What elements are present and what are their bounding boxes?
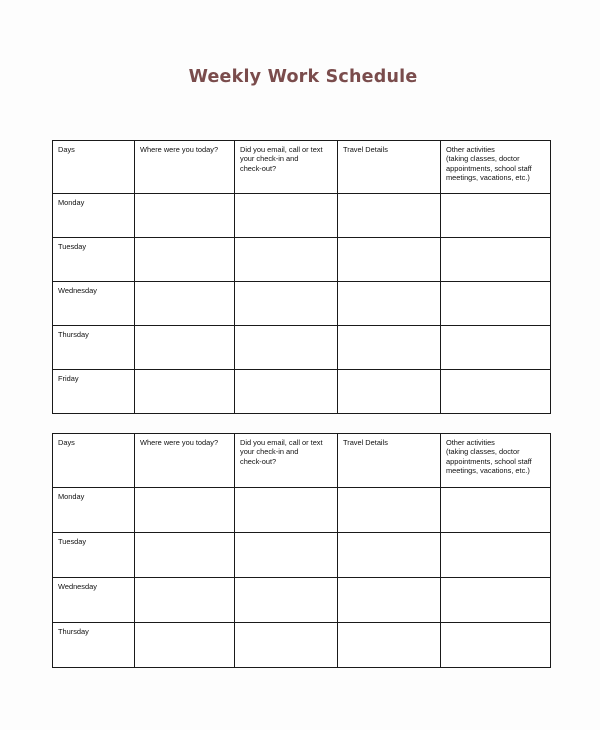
column-header-contact-line3: check-out?	[240, 163, 277, 173]
day-label-cell	[53, 194, 135, 238]
column-header-days-label: Days	[58, 145, 75, 154]
day-label-cell	[53, 370, 135, 414]
contact-entry-cell[interactable]	[235, 194, 338, 238]
table-header-row	[53, 141, 551, 194]
column-header-contact	[235, 434, 338, 488]
where-entry-cell[interactable]	[135, 238, 235, 282]
travel-entry-cell[interactable]	[338, 533, 441, 578]
travel-entry-cell[interactable]	[338, 623, 441, 668]
day-label-cell	[53, 533, 135, 578]
other-entry-cell[interactable]	[441, 194, 551, 238]
table-row	[53, 194, 551, 238]
column-header-other-line2: (taking classes, doctor	[446, 154, 520, 164]
table-row	[53, 370, 551, 414]
column-header-other-line3: appointments, school staff	[446, 456, 532, 466]
day-label: Monday	[58, 198, 85, 207]
column-header-other-line3: appointments, school staff	[446, 163, 532, 173]
column-header-contact	[235, 141, 338, 194]
where-entry-cell[interactable]	[135, 578, 235, 623]
day-label: Thursday	[58, 627, 89, 636]
day-label: Wednesday	[58, 286, 97, 295]
day-label-cell	[53, 623, 135, 668]
contact-entry-cell[interactable]	[235, 326, 338, 370]
day-label: Friday	[58, 374, 79, 383]
other-entry-cell[interactable]	[441, 533, 551, 578]
weekly-schedule-table-2	[52, 433, 551, 668]
table-row	[53, 488, 551, 533]
day-label-cell	[53, 326, 135, 370]
table-row	[53, 282, 551, 326]
day-label-cell	[53, 578, 135, 623]
table-header-row	[53, 434, 551, 488]
column-header-travel-label: Travel Details	[343, 145, 388, 154]
column-header-travel-label: Travel Details	[343, 438, 388, 447]
travel-entry-cell[interactable]	[338, 578, 441, 623]
other-entry-cell[interactable]	[441, 282, 551, 326]
weekly-schedule-table-1	[52, 140, 551, 414]
travel-entry-cell[interactable]	[338, 326, 441, 370]
contact-entry-cell[interactable]	[235, 238, 338, 282]
column-header-other-line1: Other activities	[446, 438, 495, 447]
page-title-container	[0, 66, 600, 88]
column-header-contact-line1: Did you email, call or text	[240, 145, 323, 154]
other-entry-cell[interactable]	[441, 238, 551, 282]
other-entry-cell[interactable]	[441, 488, 551, 533]
contact-entry-cell[interactable]	[235, 282, 338, 326]
column-header-other-line4: meetings, vacations, etc.)	[446, 466, 530, 476]
where-entry-cell[interactable]	[135, 326, 235, 370]
day-label: Thursday	[58, 330, 89, 339]
column-header-contact-line2: your check-in and	[240, 154, 299, 164]
table-row	[53, 578, 551, 623]
table-row	[53, 623, 551, 668]
column-header-days-label: Days	[58, 438, 75, 447]
where-entry-cell[interactable]	[135, 533, 235, 578]
column-header-days	[53, 141, 135, 194]
table-row	[53, 238, 551, 282]
day-label-cell	[53, 238, 135, 282]
column-header-other-line4: meetings, vacations, etc.)	[446, 173, 530, 183]
day-label: Wednesday	[58, 582, 97, 591]
column-header-other-line1: Other activities	[446, 145, 495, 154]
column-header-where-label: Where were you today?	[140, 145, 219, 154]
other-entry-cell[interactable]	[441, 623, 551, 668]
day-label-cell	[53, 488, 135, 533]
where-entry-cell[interactable]	[135, 194, 235, 238]
contact-entry-cell[interactable]	[235, 623, 338, 668]
table-row	[53, 533, 551, 578]
other-entry-cell[interactable]	[441, 578, 551, 623]
column-header-other-line2: (taking classes, doctor	[446, 447, 520, 457]
day-label: Tuesday	[58, 537, 87, 546]
where-entry-cell[interactable]	[135, 370, 235, 414]
column-header-other	[441, 141, 551, 194]
where-entry-cell[interactable]	[135, 488, 235, 533]
travel-entry-cell[interactable]	[338, 238, 441, 282]
page-title: Weekly Work Schedule	[188, 67, 418, 87]
column-header-travel	[338, 434, 441, 488]
contact-entry-cell[interactable]	[235, 488, 338, 533]
other-entry-cell[interactable]	[441, 370, 551, 414]
contact-entry-cell[interactable]	[235, 578, 338, 623]
where-entry-cell[interactable]	[135, 623, 235, 668]
column-header-other	[441, 434, 551, 488]
table-row	[53, 326, 551, 370]
day-label: Monday	[58, 492, 85, 501]
column-header-travel	[338, 141, 441, 194]
travel-entry-cell[interactable]	[338, 370, 441, 414]
contact-entry-cell[interactable]	[235, 370, 338, 414]
contact-entry-cell[interactable]	[235, 533, 338, 578]
other-entry-cell[interactable]	[441, 326, 551, 370]
column-header-contact-line3: check-out?	[240, 456, 277, 466]
column-header-where	[135, 434, 235, 488]
travel-entry-cell[interactable]	[338, 194, 441, 238]
column-header-contact-line2: your check-in and	[240, 447, 299, 457]
travel-entry-cell[interactable]	[338, 282, 441, 326]
day-label: Tuesday	[58, 242, 87, 251]
column-header-where	[135, 141, 235, 194]
travel-entry-cell[interactable]	[338, 488, 441, 533]
column-header-days	[53, 434, 135, 488]
column-header-contact-line1: Did you email, call or text	[240, 438, 323, 447]
column-header-where-label: Where were you today?	[140, 438, 219, 447]
where-entry-cell[interactable]	[135, 282, 235, 326]
day-label-cell	[53, 282, 135, 326]
